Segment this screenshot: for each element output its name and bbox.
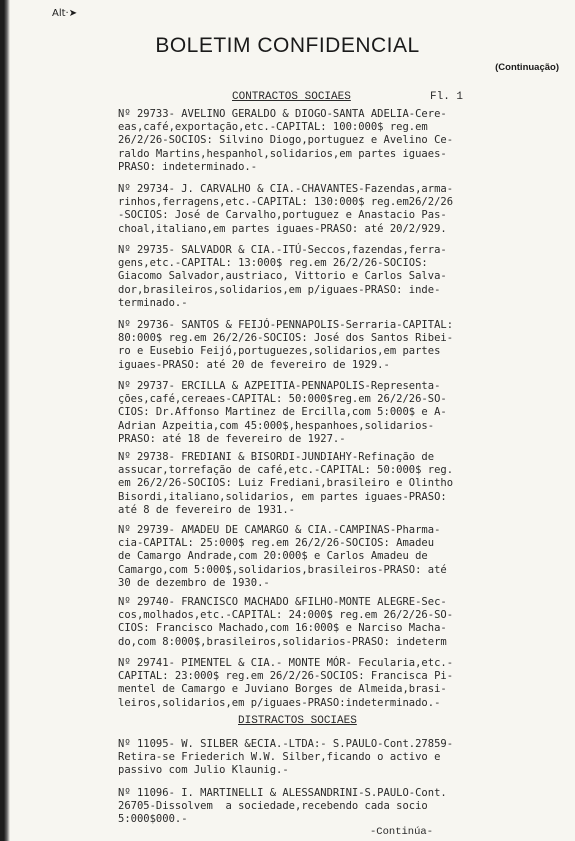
page-title: BOLETIM CONFIDENCIAL bbox=[155, 34, 420, 57]
entry-29740: Nº 29740- FRANCISCO MACHADO &FILHO-MONTE ALEGRE-Sec- cos,molhados,etc.-CAPITAL: 24:000$ reg.em 26/2/26-SO- CIOS: Francisco Machado,com 16:000$ e Narciso Macha- do,com 8:000$,brasileiros,solidarios-PRASO: indeterm bbox=[118, 596, 454, 648]
entry-29733: Nº 29733- AVELINO GERALDO & DIOGO-SANTA ADELIA-Cere- eas,café,exportação,etc.-CAPITAL: 100:000$ reg.em 26/2/26-SOCIOS: Silvino Diogo,portuguez e Avelino Ce- raldo Martins,hespanhol,solidarios,em partes iguaes- PRASO: indeterminado.- bbox=[118, 108, 454, 173]
entry-29739: Nº 29739- AMADEU DE CAMARGO & CIA.-CAMPINAS-Pharma- cia-CAPITAL: 25:000$ reg.em 26/2/26-SOCIOS: Amadeu de Camargo Andrade,com 20:000$ e Carlos Amadeu de Camargo,com 5:000$,solidarios,brasileiros-PRASO: até 30 de dezembro de 1930.- bbox=[118, 524, 447, 589]
entry-29734: Nº 29734- J. CARVALHO & CIA.-CHAVANTES-Fazendas,arma- rinhos,ferragens,etc.-CAPITAL: 130:000$ reg.em26/2/26 -SOCIOS: José de Carvalho,portuguez e Anastacio Pas- choal,italiano,em partes iguaes-PRASO: até 20/2/929. bbox=[118, 183, 454, 235]
distracto-11095: Nº 11095- W. SILBER &ECIA.-LTDA:- S.PAULO-Cont.27859- Retira-se Friederich W.W. Silber,ficando o activo e passivo com Julio Klaunig.- bbox=[118, 738, 454, 777]
entry-29737: Nº 29737- ERCILLA & AZPEITIA-PENNAPOLIS-Representa- ções,café,cereaes-CAPITAL: 50:000$reg.em 26/2/26-SO- CIOS: Dr.Affonso Martinez de Ercilla,com 5:000$ e A- Adrian Azpeitia,com 45:000$,hespanhoes,solidarios- PRASO: até 18 de fevereiro de 1927.- bbox=[118, 380, 447, 445]
continues-label: -Continúa- bbox=[370, 826, 434, 838]
entry-29741: Nº 29741- PIMENTEL & CIA.- MONTE MÓR- Fecularia,etc.- CAPITAL: 23:000$ reg.em 26/2/26-SOCIOS: Francisca Pi- mentel de Camargo e Juviano Borges de Almeida,brasi- leiros,solidarios,em p/iguaes-PRASO:indeterminado.- bbox=[118, 657, 454, 709]
entry-29736: Nº 29736- SANTOS & FEIJÓ-PENNAPOLIS-Serraria-CAPITAL: 80:000$ reg.em 26/2/26-SOCIOS: José dos Santos Ribei- ro e Eusebio Feijó,portuguezes,solidarios,em partes iguaes-PRASO: até 20 de fevereiro de 1929.- bbox=[118, 319, 454, 371]
section-heading-contractos: CONTRACTOS SOCIAES bbox=[232, 91, 351, 103]
corner-mark: Alt·➤ bbox=[52, 8, 78, 19]
entry-29738: Nº 29738- FREDIANI & BISORDI-JUNDIAHY-Refinação de assucar,torrefação de café,etc.-CAPITAL: 50:000$ reg. em 26/2/26-SOCIOS: Luiz Frediani,brasileiro e Olintho Bisordi,italiano,solidarios, em partes iguaes-PRASO: até 8 de fevereiro de 1931.- bbox=[118, 451, 454, 516]
page-left-edge bbox=[0, 0, 10, 841]
continuation-label: (Continuação) bbox=[495, 62, 559, 73]
section-heading-distractos: DISTRACTOS SOCIAES bbox=[238, 715, 357, 727]
distracto-11096: Nº 11096- I. MARTINELLI & ALESSANDRINI-S.PAULO-Cont. 26705-Dissolvem a sociedade,recebendo cada socio 5:000$000.- bbox=[118, 787, 447, 826]
entry-29735: Nº 29735- SALVADOR & CIA.-ITÚ-Seccos,fazendas,ferra- gens,etc.-CAPITAL: 13:000$ reg.em 26/2/26-SOCIOS: Giacomo Salvador,austriaco, Vittorio e Carlos Salva- dor,brasileiros,solidarios,em p/iguaes-PRASO: inde- terminado.- bbox=[118, 244, 447, 309]
folio-number: Fl. 1 bbox=[430, 91, 464, 103]
